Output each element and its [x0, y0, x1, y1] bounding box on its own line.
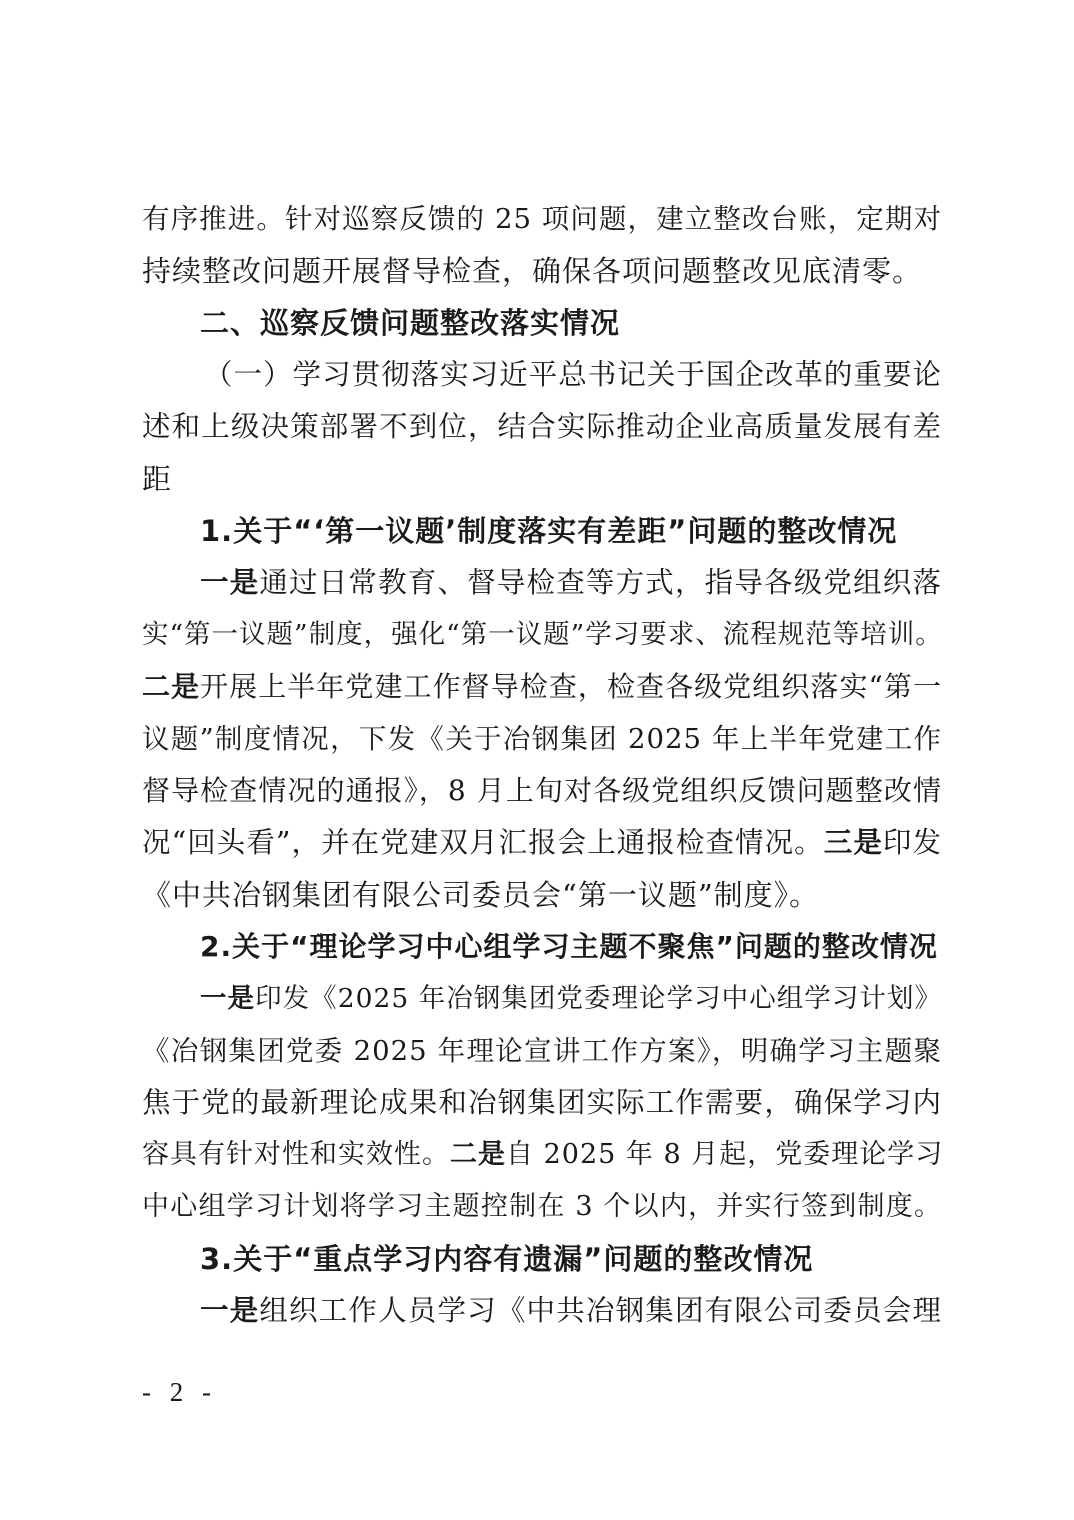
body-text-line — [142, 245, 942, 297]
body-text-line — [142, 869, 942, 921]
body-text-line — [142, 1181, 942, 1233]
body-text-line — [142, 713, 942, 765]
text-run: 督导检查情况的通报》，8 月上旬对各级党组织反馈问题整改情 — [142, 774, 942, 807]
text-run: 有序推进。针对巡察反馈的 25 项问题，建立整改台账，定期对 — [142, 203, 942, 235]
lead-phrase: 一是 — [200, 1294, 260, 1327]
item-heading — [200, 505, 942, 557]
body-text-line — [142, 1129, 942, 1181]
text-run: 印发《2025 年冶钢集团党委理论学习中心组学习计划》 — [255, 983, 942, 1014]
subsection-heading-line — [204, 349, 942, 401]
lead-phrase: 二是 — [142, 670, 201, 703]
text-run: 述和上级决策部署不到位，结合实际推动企业高质量发展有差 — [142, 410, 942, 443]
lead-phrase: 二是 — [450, 1139, 506, 1170]
subsection-heading-line — [142, 453, 942, 505]
text-run: 议题”制度情况，下发《关于冶钢集团 2025 年上半年党建工作 — [142, 723, 942, 755]
body-text-line — [200, 557, 942, 609]
text-run: 开展上半年党建工作督导检查，检查各级党组织落实“第一 — [200, 670, 942, 703]
heading-text: 二、巡察反馈问题整改落实情况 — [200, 306, 621, 340]
body-text-line — [142, 1025, 942, 1077]
lead-phrase: 三是 — [823, 826, 883, 859]
text-run: 通过日常教育、督导检查等方式，指导各级党组织落 — [259, 566, 942, 599]
text-run: 印发 — [882, 826, 942, 859]
lead-phrase: 一是 — [200, 566, 260, 599]
text-run: 中心组学习计划将学习主题控制在 3 个以内，并实行签到制度。 — [142, 1191, 942, 1222]
heading-text: 3.关于“重点学习内容有遗漏”问题的整改情况 — [200, 1242, 814, 1276]
body-text-line — [142, 817, 942, 869]
heading-text: 2.关于“理论学习中心组学习主题不聚焦”问题的整改情况 — [200, 930, 938, 963]
text-run: 《冶钢集团党委 2025 年理论宣讲工作方案》，明确学习主题聚 — [142, 1035, 942, 1067]
text-run: 距 — [142, 462, 173, 496]
text-run: 实“第一议题”制度，强化“第一议题”学习要求、流程规范等培训。 — [142, 619, 943, 650]
body-text-line — [200, 1285, 942, 1337]
text-run: 《中共冶钢集团有限公司委员会“第一议题”制度》。 — [142, 878, 820, 912]
text-run: 自 2025 年 8 月起，党委理论学习 — [506, 1139, 944, 1170]
subsection-heading-line — [142, 401, 942, 453]
lead-phrase: 一是 — [200, 983, 256, 1014]
section-heading — [200, 297, 900, 349]
body-text-line — [142, 193, 942, 245]
item-heading — [200, 921, 942, 973]
body-text-line — [142, 765, 942, 817]
text-run: 组织工作人员学习《中共冶钢集团有限公司委员会理 — [259, 1294, 942, 1327]
body-text-line — [142, 609, 942, 661]
body-text-line — [200, 973, 942, 1025]
body-text-line — [142, 1077, 942, 1129]
text-run: 况“回头看”，并在党建双月汇报会上通报检查情况。 — [142, 826, 824, 859]
heading-text: 1.关于“‘第一议题’制度落实有差距”问题的整改情况 — [200, 514, 898, 548]
page-number: - 2 - — [142, 1377, 217, 1407]
text-run: 持续整改问题开展督导检查，确保各项问题整改见底清零。 — [142, 254, 923, 288]
body-text-line — [142, 661, 942, 713]
text-run: （一）学习贯彻落实习近平总书记关于国企改革的重要论 — [204, 358, 942, 391]
item-heading — [200, 1233, 942, 1285]
text-run: 焦于党的最新理论成果和冶钢集团实际工作需要，确保学习内 — [142, 1086, 942, 1119]
text-run: 容具有针对性和实效性。 — [142, 1139, 450, 1170]
